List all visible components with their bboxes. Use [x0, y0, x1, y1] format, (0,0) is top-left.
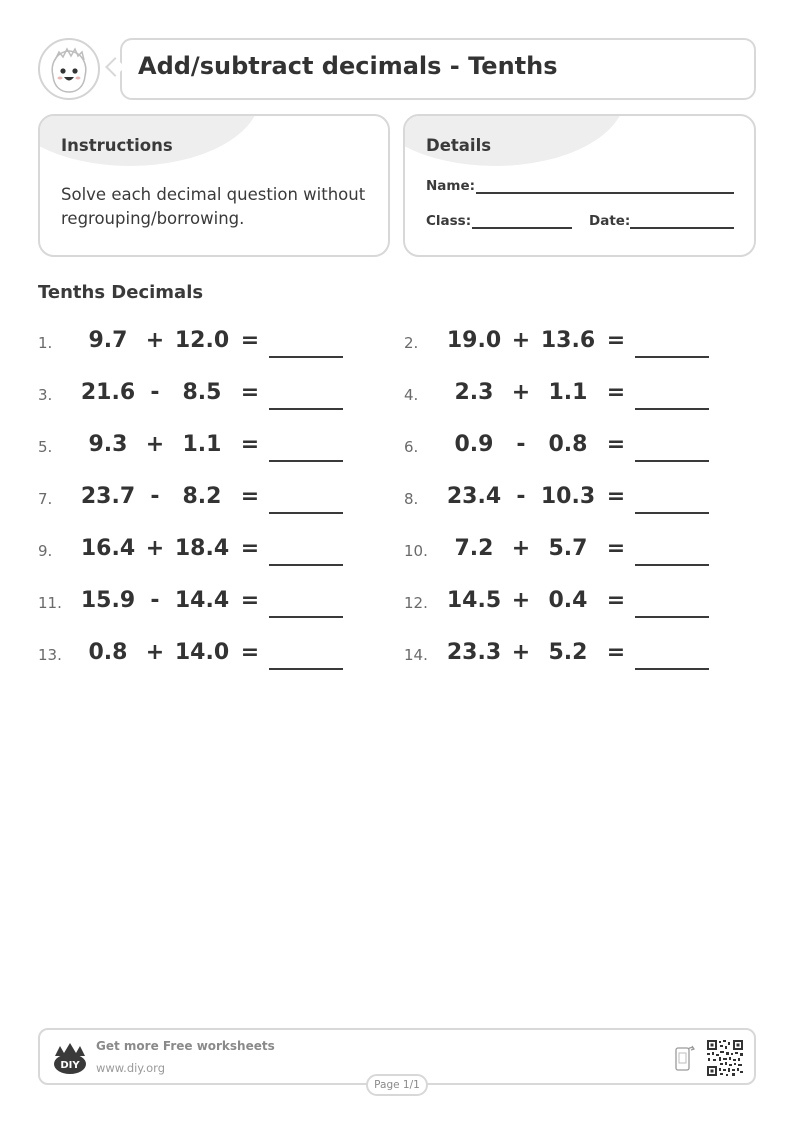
equals-sign: = — [240, 588, 260, 613]
instructions-title: Instructions — [61, 136, 173, 155]
problem-6 — [404, 426, 744, 466]
operand-a: 15.9 — [80, 588, 136, 613]
operator: - — [516, 484, 526, 509]
operator: + — [145, 536, 165, 561]
operator: - — [150, 484, 160, 509]
phone-scan-icon — [674, 1043, 696, 1073]
operand-b: 1.1 — [548, 380, 588, 405]
problem-number: 1. — [38, 334, 53, 352]
problem-number: 12. — [404, 594, 428, 612]
operand-a: 23.3 — [446, 640, 502, 665]
problem-number: 10. — [404, 542, 428, 560]
operand-a: 23.4 — [446, 484, 502, 509]
operand-a: 21.6 — [80, 380, 136, 405]
date-label: Date: — [589, 213, 631, 229]
problem-number: 6. — [404, 438, 419, 456]
problem-number: 9. — [38, 542, 53, 560]
mascot-avatar — [38, 38, 100, 100]
answer-blank[interactable] — [269, 668, 343, 670]
class-label: Class: — [426, 213, 472, 229]
operator: + — [511, 640, 531, 665]
equals-sign: = — [606, 536, 626, 561]
problem-number: 3. — [38, 386, 53, 404]
operand-a: 19.0 — [446, 328, 502, 353]
operand-b: 8.5 — [182, 380, 222, 405]
operand-b: 0.8 — [548, 432, 588, 457]
equals-sign: = — [240, 536, 260, 561]
operand-a: 9.3 — [88, 432, 128, 457]
operator: - — [150, 380, 160, 405]
operand-b: 5.7 — [548, 536, 588, 561]
problem-13 — [38, 634, 378, 674]
operand-b: 5.2 — [548, 640, 588, 665]
operator: + — [511, 588, 531, 613]
page-title: Add/subtract decimals - Tenths — [138, 52, 558, 80]
operator: + — [511, 328, 531, 353]
mascot-icon — [40, 40, 98, 98]
equals-sign: = — [606, 432, 626, 457]
problem-10 — [404, 530, 744, 570]
instructions-panel — [38, 114, 390, 257]
problem-12 — [404, 582, 744, 622]
page-indicator: Page 1/1 — [366, 1074, 428, 1096]
answer-blank[interactable] — [269, 356, 343, 358]
equals-sign: = — [240, 484, 260, 509]
problem-number: 2. — [404, 334, 419, 352]
equals-sign: = — [606, 328, 626, 353]
answer-blank[interactable] — [269, 460, 343, 462]
equals-sign: = — [606, 484, 626, 509]
operand-a: 0.9 — [454, 432, 494, 457]
answer-blank[interactable] — [269, 564, 343, 566]
diy-logo-icon — [52, 1040, 88, 1076]
operator: - — [150, 588, 160, 613]
problem-1 — [38, 322, 378, 362]
operand-b: 0.4 — [548, 588, 588, 613]
problem-3 — [38, 374, 378, 414]
equals-sign: = — [606, 380, 626, 405]
problem-number: 7. — [38, 490, 53, 508]
operand-b: 13.6 — [540, 328, 596, 353]
answer-blank[interactable] — [269, 408, 343, 410]
answer-blank[interactable] — [635, 512, 709, 514]
operand-a: 0.8 — [88, 640, 128, 665]
name-field[interactable] — [476, 192, 734, 194]
details-panel — [403, 114, 756, 257]
equals-sign: = — [240, 432, 260, 457]
qr-code-icon[interactable] — [706, 1039, 744, 1077]
date-field[interactable] — [630, 227, 734, 229]
operand-a: 2.3 — [454, 380, 494, 405]
operator: + — [145, 432, 165, 457]
problem-2 — [404, 322, 744, 362]
problem-11 — [38, 582, 378, 622]
class-field[interactable] — [472, 227, 572, 229]
details-title: Details — [426, 136, 492, 155]
answer-blank[interactable] — [635, 356, 709, 358]
problem-7 — [38, 478, 378, 518]
answer-blank[interactable] — [269, 616, 343, 618]
operand-a: 9.7 — [88, 328, 128, 353]
problem-number: 13. — [38, 646, 62, 664]
answer-blank[interactable] — [635, 668, 709, 670]
operator: + — [511, 536, 531, 561]
answer-blank[interactable] — [269, 512, 343, 514]
problem-number: 14. — [404, 646, 428, 664]
operand-b: 1.1 — [182, 432, 222, 457]
equals-sign: = — [240, 640, 260, 665]
operator: - — [516, 432, 526, 457]
problem-5 — [38, 426, 378, 466]
problem-number: 5. — [38, 438, 53, 456]
problem-14 — [404, 634, 744, 674]
operand-b: 12.0 — [174, 328, 230, 353]
operand-b: 18.4 — [174, 536, 230, 561]
operand-a: 16.4 — [80, 536, 136, 561]
instructions-text: Solve each decimal question without regrouping/borrowing. — [61, 185, 366, 228]
section-title: Tenths Decimals — [38, 282, 204, 303]
footer-promo-text: Get more Free worksheets — [96, 1039, 275, 1053]
operator: + — [145, 640, 165, 665]
name-label: Name: — [426, 178, 476, 194]
answer-blank[interactable] — [635, 408, 709, 410]
operand-a: 23.7 — [80, 484, 136, 509]
answer-blank[interactable] — [635, 460, 709, 462]
diy-logo-text: DIY — [60, 1060, 80, 1071]
answer-blank[interactable] — [635, 564, 709, 566]
equals-sign: = — [240, 328, 260, 353]
problem-number: 11. — [38, 594, 62, 612]
equals-sign: = — [606, 640, 626, 665]
answer-blank[interactable] — [635, 616, 709, 618]
footer-website-link[interactable]: www.diy.org — [96, 1061, 165, 1075]
operand-b: 14.0 — [174, 640, 230, 665]
operand-a: 14.5 — [446, 588, 502, 613]
operand-a: 7.2 — [454, 536, 494, 561]
operator: + — [511, 380, 531, 405]
problem-9 — [38, 530, 378, 570]
equals-sign: = — [606, 588, 626, 613]
operand-b: 14.4 — [174, 588, 230, 613]
equals-sign: = — [240, 380, 260, 405]
problem-number: 4. — [404, 386, 419, 404]
operand-b: 10.3 — [540, 484, 596, 509]
problem-number: 8. — [404, 490, 419, 508]
operand-b: 8.2 — [182, 484, 222, 509]
problem-8 — [404, 478, 744, 518]
operator: + — [145, 328, 165, 353]
problem-4 — [404, 374, 744, 414]
